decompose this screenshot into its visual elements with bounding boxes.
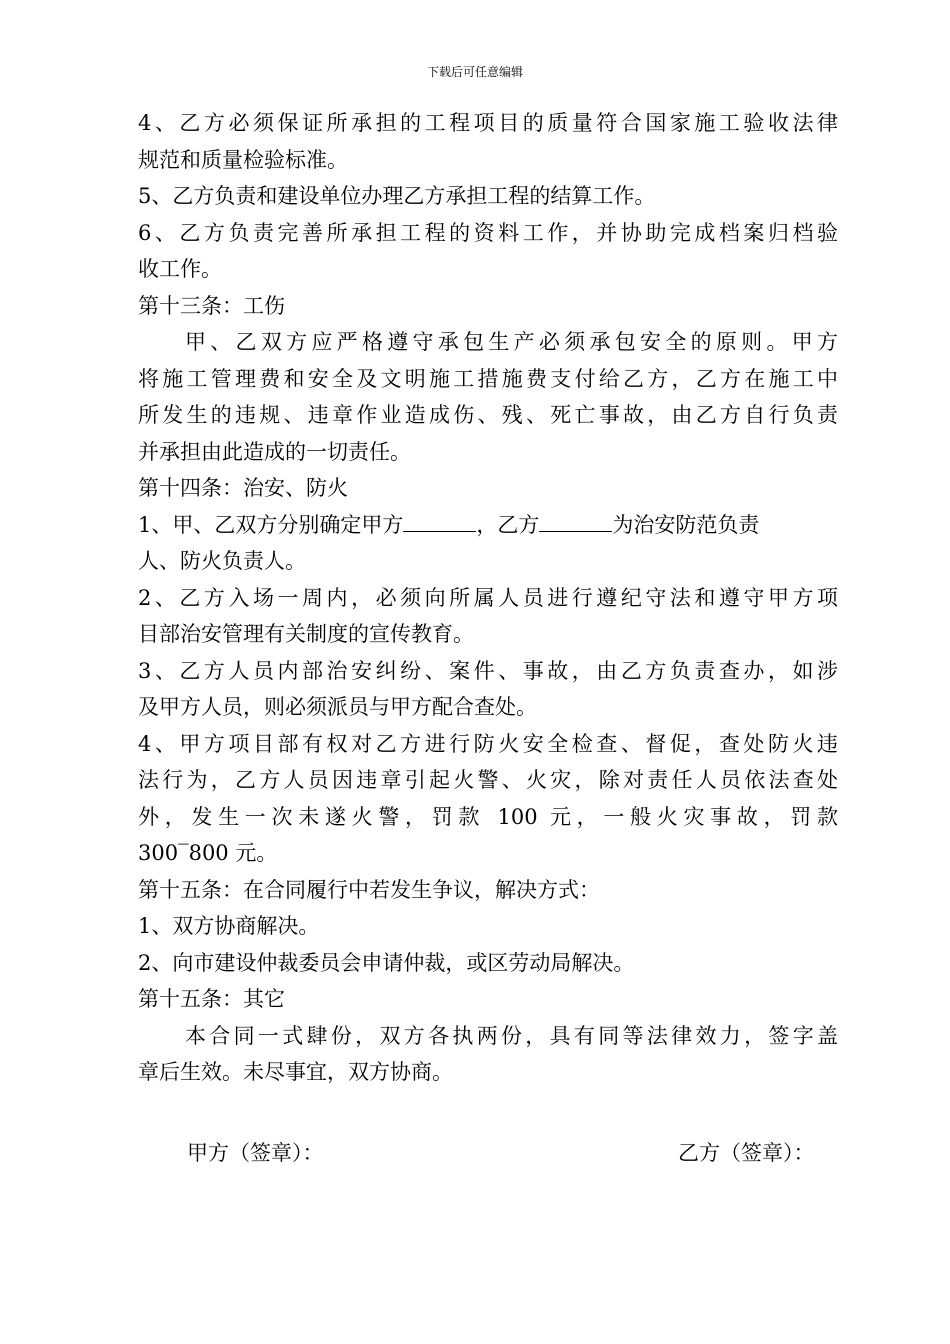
text-line: 人、防火负责人。	[138, 549, 306, 573]
text-line: 外，发生一次未遂火警，罚款 100 元，一般火灾事故，罚款	[138, 804, 838, 829]
security-responsible-line	[138, 507, 838, 544]
text-line: 300‾800 元。	[138, 841, 278, 865]
blank-line-part3: 为治安防范负责	[612, 512, 760, 537]
text-line: 3、乙方人员内部治安纠纷、案件、事故，由乙方负责查办，如涉	[138, 658, 838, 683]
page-header: 下载后可任意编辑	[426, 65, 523, 79]
clauses-block-2	[138, 543, 838, 1091]
text-line: 2、向市建设仲裁委员会申请仲裁，或区劳动局解决。	[138, 950, 635, 975]
text-line: 1、双方协商解决。	[138, 914, 320, 938]
text-line: 收工作。	[138, 257, 222, 281]
text-line: 目部治安管理有关制度的宣传教育。	[138, 622, 474, 646]
text-line: 甲、乙双方应严格遵守承包生产必须承包安全的原则。甲方	[185, 330, 838, 354]
blank-line-part2: ，乙方	[476, 512, 540, 537]
text-line: 法行为，乙方人员因违章引起火警、火灾，除对责任人员依法查处	[138, 768, 838, 792]
party-b-signature: 乙方（签章）：	[678, 1141, 815, 1165]
text-line: 6、乙方负责完善所承担工程的资料工作，并协助完成档案归档验	[138, 220, 838, 245]
text-line: 4、甲方项目部有权对乙方进行防火安全检查、督促，查处防火违	[138, 731, 838, 756]
contract-body	[138, 105, 838, 1091]
text-line: 章后生效。未尽事宜，双方协商。	[138, 1060, 453, 1084]
party-a-signature: 甲方（签章）：	[187, 1141, 324, 1165]
text-line: 2、乙方入场一周内，必须向所属人员进行遵纪守法和遵守甲方项	[138, 585, 838, 610]
text-line: 第十四条：治安、防火	[138, 476, 348, 500]
text-line: 所发生的违规、违章作业造成伤、残、死亡事故，由乙方自行负责	[138, 403, 838, 427]
text-line: 第十五条：其它	[138, 987, 285, 1011]
text-line: 规范和质量检验标准。	[138, 147, 348, 172]
text-line: 第十三条：工伤	[138, 293, 285, 318]
text-line: 本合同一式肆份，双方各执两份，具有同等法律效力，签字盖	[185, 1023, 838, 1048]
text-line: 4、乙方必须保证所承担的工程项目的质量符合国家施工验收法律	[138, 111, 838, 135]
text-line: 及甲方人员，则必须派员与甲方配合查处。	[138, 695, 537, 719]
text-line: 并承担由此造成的一切责任。	[138, 439, 411, 464]
clauses-block-1	[138, 105, 838, 507]
text-line: 5、乙方负责和建设单位办理乙方承担工程的结算工作。	[138, 184, 656, 208]
party-a-blank	[403, 513, 476, 532]
text-line: 第十五条：在合同履行中若发生争议，解决方式：	[138, 877, 600, 902]
party-b-blank	[539, 513, 612, 532]
text-line: 将施工管理费和安全及文明施工措施费支付给乙方，乙方在施工中	[138, 366, 838, 391]
blank-line-part1: 1、甲、乙双方分别确定甲方	[138, 512, 404, 537]
